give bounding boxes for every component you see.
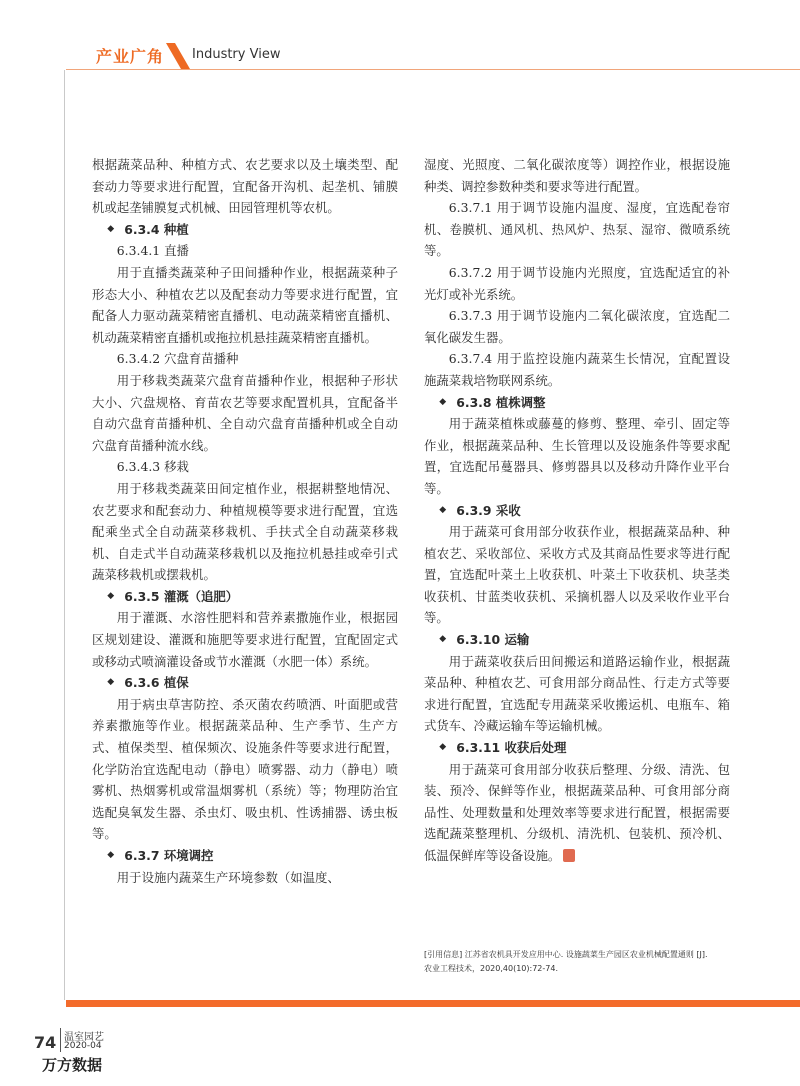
paragraph	[424, 154, 730, 197]
subsection-heading: 6.3.4.3 移栽	[116, 459, 189, 475]
diamond-bullet-icon: ◆	[439, 396, 447, 407]
section-heading	[424, 629, 730, 651]
paragraph-text: 用于蔬菜可食用部分收获作业，根据蔬菜品种、种植农艺、采收部位、采收方式及其商品性要求等进行配置，宜选配叶菜土上收获机、叶菜土下收获机、块茎类收获机、甘蓝类收获机、采摘机器人以及采收作业平台等。	[424, 524, 730, 626]
paragraph-text: 用于移栽类蔬菜田间定植作业，根据耕整地情况、农艺要求和配套动力、种植规模等要求进行配置，宜选配乘坐式全自动蔬菜移栽机、手扶式全自动蔬菜移栽机、自走式半自动蔬菜移栽机以及拖拉机悬挂或牵引式蔬菜移栽机或摆栽机。	[92, 480, 398, 583]
section-title: 产业广角	[96, 47, 165, 66]
margin-rule	[64, 70, 65, 1000]
section-heading-text: 6.3.7 环境调控	[124, 848, 214, 863]
paragraph	[424, 262, 730, 305]
end-mark-icon	[563, 849, 575, 862]
paragraph-text: 用于蔬菜可食用部分收获后整理、分级、清洗、包装、预冷、保鲜等作业，根据蔬菜品种、可食用部分商品性、处理数量和处理效率等要求进行配置，根据需要选配蔬菜整理机、分级机、清洗机、包装机、预冷机、低温保鲜库等设备设施。	[424, 761, 730, 863]
paragraph-text: 用于移栽类蔬菜穴盘育苗播种作业，根据种子形状大小、穴盘规格、育苗农艺等要求配置机具，宜配备半自动穴盘育苗播种机、全自动穴盘育苗播种机或全自动穴盘育苗播种流水线。	[92, 372, 398, 453]
magazine-issue: 2020-04	[64, 1041, 102, 1051]
section-heading-text: 6.3.11 收获后处理	[456, 740, 567, 756]
citation-line: [引用信息] 江苏省农机具开发应用中心. 设施蔬菜生产园区农业机械配置通则 [J].	[424, 950, 708, 959]
section-slash-icon	[166, 43, 190, 69]
section-heading	[424, 737, 730, 759]
diamond-bullet-icon: ◆	[439, 504, 447, 515]
section-heading	[424, 392, 730, 414]
diamond-bullet-icon: ◆	[107, 850, 115, 860]
diamond-bullet-icon: ◆	[439, 634, 447, 645]
paragraph-text: 用于病虫草害防控、杀灭菌农药喷洒、叶面肥或营养素撒施等作业。根据蔬菜品种、生产季节、生产方式、植保类型、植保频次、设施条件等要求进行配置，化学防治宜选配电动（静电）喷雾器、动力（静电）喷雾机、热烟雾机或常温烟雾机（系统）等；物理防治宜选配臭氧发生器、杀虫灯、吸虫机、性诱捕器、诱虫板等。	[92, 696, 398, 842]
diamond-bullet-icon: ◆	[107, 677, 115, 688]
paragraph-text: 6.3.7.1 用于调节设施内温度、湿度，宜选配卷帘机、卷膜机、通风机、热风炉、热泵、湿帘、微喷系统等。	[424, 200, 730, 259]
section-heading-text: 6.3.4 种植	[124, 221, 189, 237]
paragraph-text: 6.3.7.3 用于调节设施内二氧化碳浓度，宜选配二氧化碳发生器。	[424, 308, 730, 345]
left-column	[92, 154, 398, 888]
section-heading	[92, 845, 398, 867]
section-english-title: Industry View	[192, 47, 281, 62]
diamond-bullet-icon: ◆	[107, 223, 115, 234]
paragraph	[92, 867, 398, 889]
section-heading-text: 6.3.9 采收	[456, 502, 521, 518]
paragraph-text: 用于直播类蔬菜种子田间播种作业，根据蔬菜种子形态大小、种植农艺以及配套动力等要求进行配置，宜配备人力驱动蔬菜精密直播机、电动蔬菜精密直播机、机动蔬菜精密直播机或拖拉机悬挂蔬菜精密直播机。	[92, 264, 398, 345]
paragraph	[92, 154, 398, 219]
footer-band	[66, 1000, 800, 1007]
paragraph	[424, 197, 730, 262]
section-heading	[92, 219, 398, 241]
paragraph-text: 根据蔬菜品种、种植方式、农艺要求以及土壤类型、配套动力等要求进行配置，宜配备开沟机、起垄机、铺膜机或起垄铺膜复式机械、田园管理机等农机。	[92, 157, 398, 216]
paragraph	[424, 651, 730, 737]
paragraph-text: 用于蔬菜收获后田间搬运和道路运输作业，根据蔬菜品种、种植农艺、可食用部分商品性、行走方式等要求进行配置，宜选配专用蔬菜采收搬运机、电瓶车、箱式货车、冷藏运输车等运输机械。	[424, 653, 730, 734]
paragraph-text: 用于设施内蔬菜生产环境参数（如温度、	[116, 869, 340, 885]
paragraph	[92, 478, 398, 586]
paragraph-text: 6.3.7.4 用于监控设施内蔬菜生长情况，宜配置设施蔬菜栽培物联网系统。	[424, 351, 730, 388]
paragraph-text: 6.3.7.2 用于调节设施内光照度，宜选配适宜的补光灯或补光系统。	[424, 264, 730, 302]
watermark-text: 万方数据	[42, 1056, 103, 1074]
diamond-bullet-icon: ◆	[439, 742, 447, 753]
paragraph	[92, 694, 398, 845]
paragraph-text: 湿度、光照度、二氧化碳浓度等）调控作业，根据设施种类、调控参数种类和要求等进行配置。	[424, 157, 730, 194]
citation-block	[424, 948, 764, 976]
paragraph-text: 用于灌溉、水溶性肥料和营养素撒施作业，根据园区规划建设、灌溉和施肥等要求进行配置，宜配固定式或移动式喷滴灌设备或节水灌溉（水肥一体）系统。	[92, 610, 398, 669]
paragraph	[424, 305, 730, 348]
subsection-heading: 6.3.4.2 穴盘育苗播种	[116, 351, 239, 367]
paragraph	[92, 262, 398, 348]
page-number: 74	[34, 1033, 57, 1052]
header-rule	[66, 69, 800, 70]
footer-divider	[60, 1028, 61, 1052]
section-heading-text: 6.3.8 植株调整	[456, 394, 546, 410]
section-heading-text: 6.3.6 植保	[124, 675, 189, 691]
paragraph	[92, 370, 398, 456]
right-column	[424, 154, 730, 867]
section-heading	[424, 500, 730, 522]
paragraph	[424, 413, 730, 499]
paragraph	[92, 607, 398, 672]
section-heading-text: 6.3.5 灌溉（追肥）	[124, 588, 239, 604]
section-heading	[92, 586, 398, 608]
paragraph	[424, 521, 730, 629]
section-heading-text: 6.3.10 运输	[456, 632, 530, 648]
subsection-heading: 6.3.4.1 直播	[116, 243, 189, 259]
paragraph	[424, 759, 730, 867]
paragraph-text: 用于蔬菜植株或藤蔓的修剪、整理、牵引、固定等作业，根据蔬菜品种、生长管理以及设施条件等要求配置，宜选配吊蔓器具、修剪器具以及移动升降作业平台等。	[424, 416, 730, 496]
diamond-bullet-icon: ◆	[107, 590, 115, 601]
magazine-name: 温室园艺	[64, 1032, 104, 1043]
citation-line: 农业工程技术，2020,40(10):72-74.	[424, 964, 558, 973]
paragraph	[424, 348, 730, 391]
section-heading	[92, 672, 398, 694]
